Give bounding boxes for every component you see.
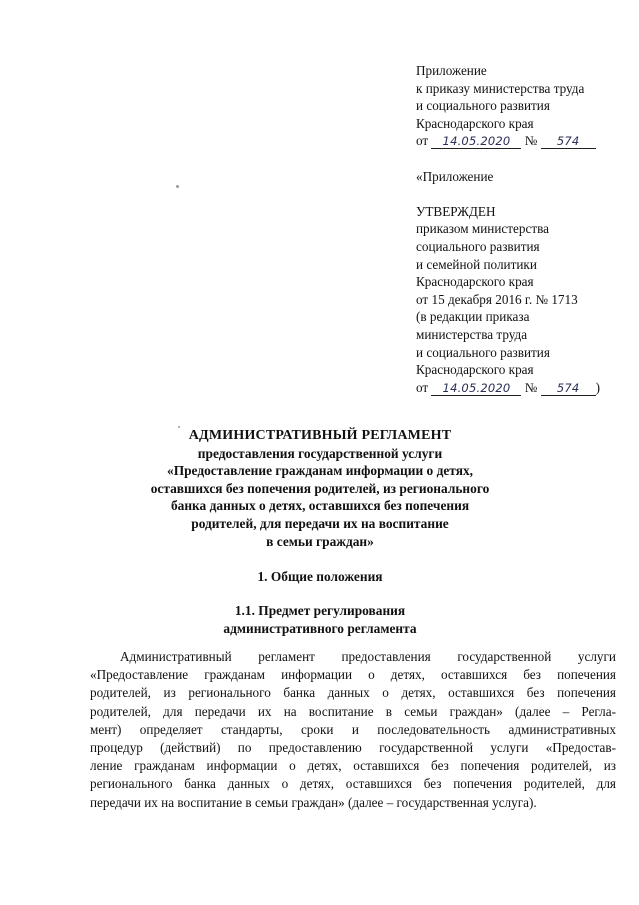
paragraph-line: «Предоставление гражданам информации о детях, оставшихся без попечения — [90, 667, 616, 683]
approved-from-label: от — [416, 379, 429, 395]
paragraph-line: родителей, для передачи их на воспитание в семьи граждан» (далее – Регла- — [90, 703, 616, 719]
title-line-3: «Предоставление гражданам информации о детях, — [167, 463, 473, 479]
appendix-handwritten-date: 14.05.2020 — [431, 134, 521, 149]
appendix-number-label: № — [524, 133, 538, 149]
approved-date-line — [416, 379, 631, 397]
approved-handwritten-number: 574 — [541, 381, 596, 396]
paragraph-line: ление гражданам информации о детях, оставшихся без попечения родителей, из — [90, 758, 616, 774]
appendix-date-line — [416, 132, 631, 150]
paragraph-line: регионального банка данных о детях, оставшихся без попечения родителей, для — [90, 776, 616, 792]
appendix-from-label: от — [416, 133, 429, 149]
paragraph-line: Административный регламент предоставления государственной услуги — [120, 649, 616, 664]
paragraph-line: передачи их на воспитание в семьи граждан» (далее – государственная услуга). — [90, 794, 537, 810]
approved-line-8: и социального развития — [416, 344, 550, 360]
title-main: АДМИНИСТРАТИВНЫЙ РЕГЛАМЕНТ — [188, 428, 452, 443]
title-line-5: банка данных о детях, оставшихся без попечения — [170, 498, 470, 514]
paragraph-line: мент) определяет стандарты, сроки и последовательность административных — [90, 721, 616, 737]
paragraph-line: процедур (действий) по предоставлению государственной услуги «Предостав- — [90, 740, 616, 756]
approved-heading: УТВЕРЖДЕН — [416, 203, 496, 219]
approved-line-6: (в редакции приказа — [416, 309, 530, 325]
appendix-line-1: Приложение — [416, 63, 487, 78]
title-line-4: оставшихся без попечения родителей, из регионального — [150, 480, 490, 496]
approved-line-3: и семейной политики — [416, 256, 537, 272]
approved-line-4: Краснодарского края — [416, 274, 534, 290]
approved-line-1: приказом министерства — [416, 221, 549, 237]
title-line-7: в семьи граждан» — [266, 533, 374, 549]
section-1-1-line-2: административного регламента — [223, 620, 417, 636]
approval-block — [416, 62, 631, 396]
approved-handwritten-date: 14.05.2020 — [431, 381, 521, 396]
quote-appendix: «Приложение — [416, 168, 494, 184]
approved-line-7: министерства труда — [416, 326, 528, 342]
appendix-line-4: Краснодарского края — [416, 115, 534, 131]
appendix-handwritten-number: 574 — [541, 134, 596, 149]
appendix-line-2: к приказу министерства труда — [416, 80, 585, 96]
approved-line-2: социального развития — [416, 238, 540, 254]
scan-speck — [176, 185, 179, 188]
section-heading-1-1 — [60, 602, 580, 637]
approved-line-5: от 15 декабря 2016 г. № 1713 — [416, 291, 578, 307]
paragraph-line: родителей, из регионального банка данных о детях, оставшихся без попечения — [90, 685, 616, 701]
section-heading-1: 1. Общие положения — [257, 569, 383, 584]
document-title — [60, 427, 580, 550]
approved-line-9: Краснодарского края — [416, 362, 534, 378]
section-1-1-line-1: 1.1. Предмет регулирования — [234, 603, 406, 618]
title-line-2: предоставления государственной услуги — [197, 445, 443, 461]
approved-closing-paren: ) — [595, 379, 601, 395]
body-paragraph — [90, 648, 616, 812]
approved-number-label: № — [524, 379, 538, 395]
title-line-6: родителей, для передачи их на воспитание — [191, 515, 449, 531]
appendix-line-3: и социального развития — [416, 98, 550, 114]
